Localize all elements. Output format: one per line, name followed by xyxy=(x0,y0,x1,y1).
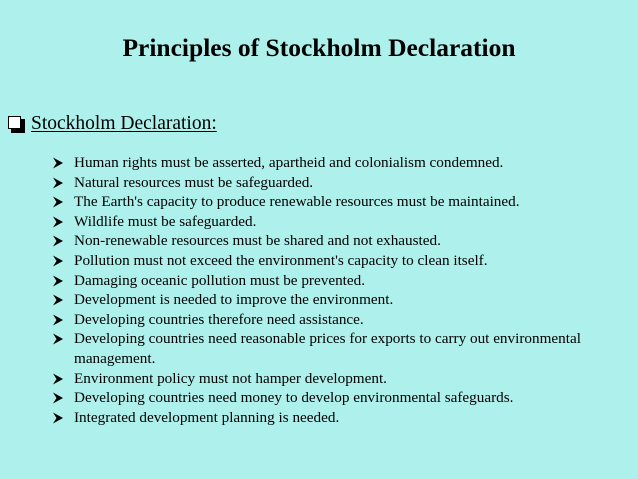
list-item: Natural resources must be safeguarded. xyxy=(52,173,632,193)
principles-list xyxy=(52,153,632,427)
arrowhead-bullet-icon xyxy=(52,196,64,208)
arrowhead-bullet-icon xyxy=(52,177,64,189)
list-item: Non-renewable resources must be shared and not exhausted. xyxy=(52,231,632,251)
arrowhead-bullet-icon xyxy=(52,275,64,287)
arrowhead-bullet-icon xyxy=(52,255,64,267)
list-item: Development is needed to improve the environment. xyxy=(52,290,632,310)
list-item: Human rights must be asserted, apartheid and colonialism condemned. xyxy=(52,153,632,173)
section-heading-text: Stockholm Declaration: xyxy=(31,113,217,134)
list-item: Pollution must not exceed the environment's capacity to clean itself. xyxy=(52,251,632,271)
list-item: Developing countries need money to develop environmental safeguards. xyxy=(52,388,632,408)
arrowhead-bullet-icon xyxy=(52,314,64,326)
arrowhead-bullet-icon xyxy=(52,412,64,424)
arrowhead-bullet-icon xyxy=(52,373,64,385)
list-item: Developing countries therefore need assistance. xyxy=(52,310,632,330)
list-item: Integrated development planning is needed. xyxy=(52,408,632,428)
list-item: Wildlife must be safeguarded. xyxy=(52,212,632,232)
arrowhead-bullet-icon xyxy=(52,333,64,345)
list-item: Damaging oceanic pollution must be prevented. xyxy=(52,271,632,291)
list-item: Environment policy must not hamper development. xyxy=(52,369,632,389)
slide-title: Principles of Stockholm Declaration xyxy=(122,33,516,62)
list-item: The Earth's capacity to produce renewable resources must be maintained. xyxy=(52,192,632,212)
arrowhead-bullet-icon xyxy=(52,235,64,247)
arrowhead-bullet-icon xyxy=(52,294,64,306)
section-heading xyxy=(8,112,217,136)
arrowhead-bullet-icon xyxy=(52,392,64,404)
arrowhead-bullet-icon xyxy=(52,216,64,228)
list-item: Developing countries need reasonable prices for exports to carry out environmental management. xyxy=(52,329,632,368)
arrowhead-bullet-icon xyxy=(52,157,64,169)
checkbox-bullet-icon xyxy=(8,116,25,133)
